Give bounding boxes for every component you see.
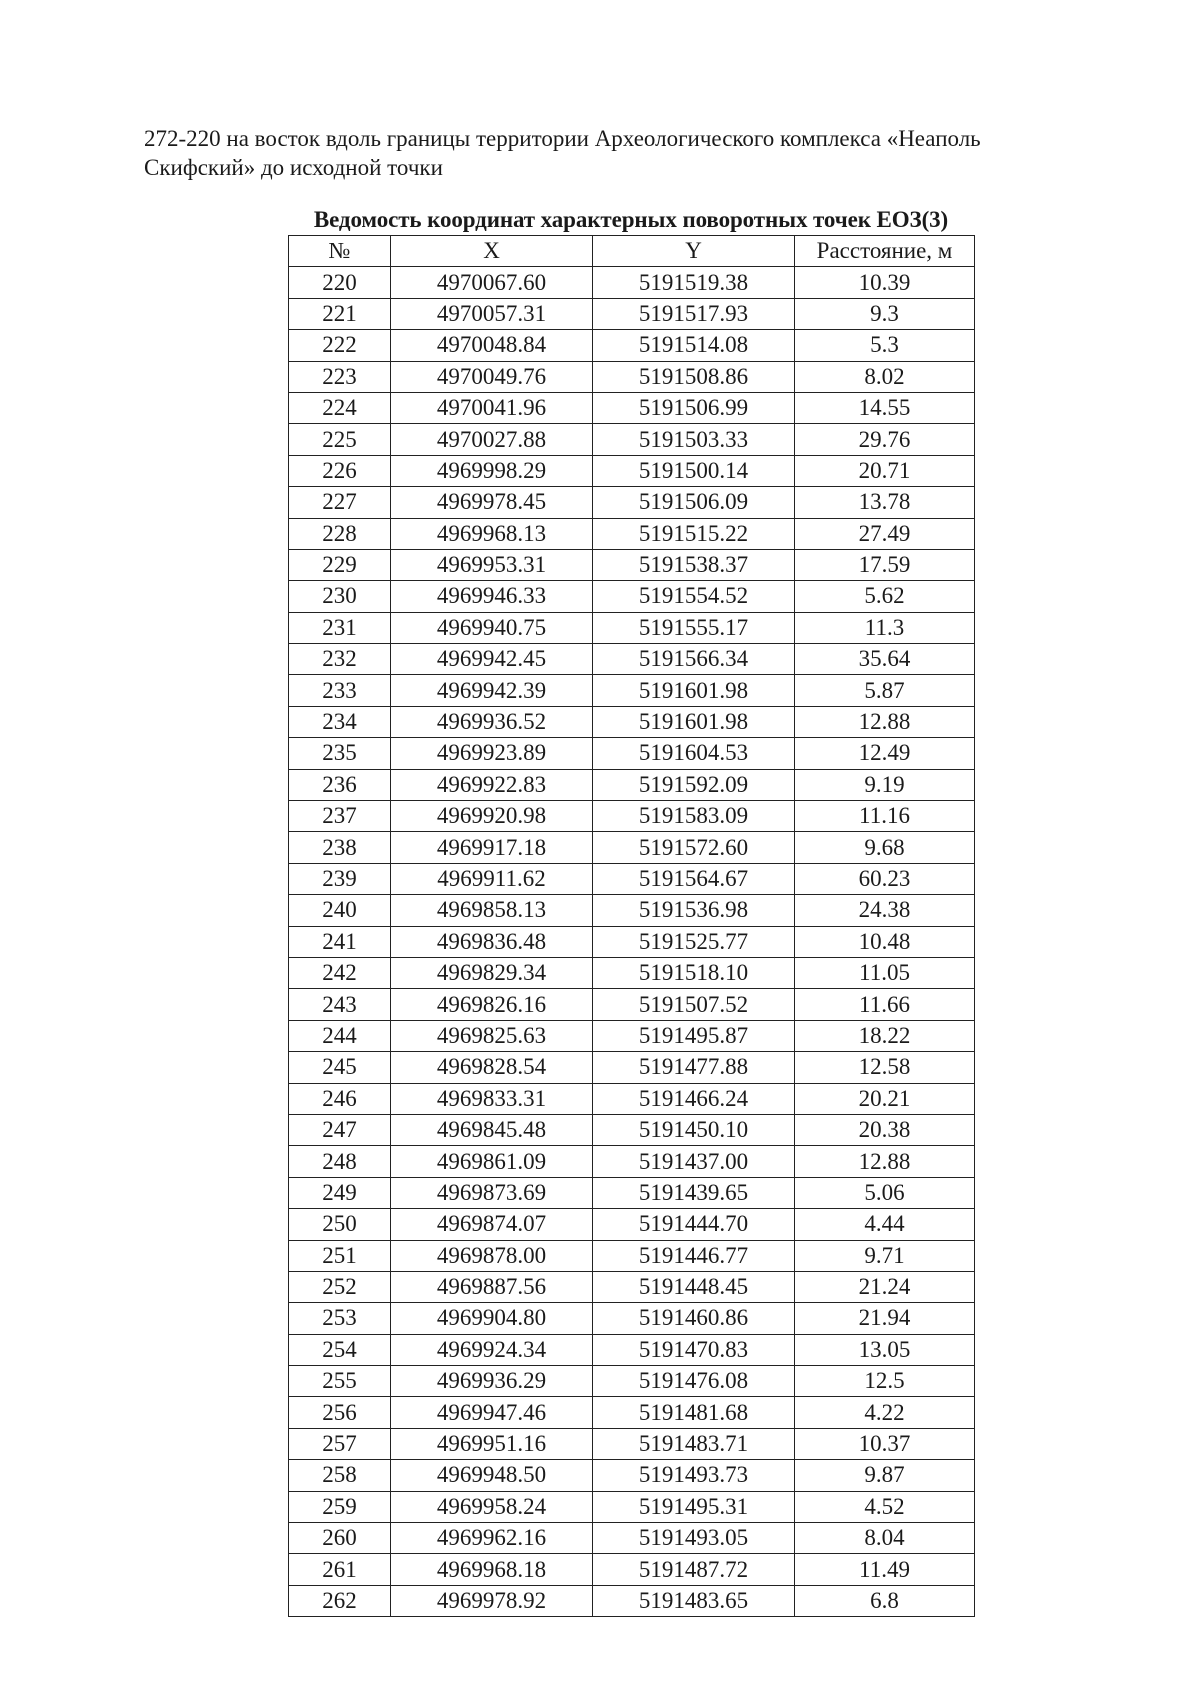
cell-distance: 5.62: [795, 581, 975, 612]
table-row: [289, 487, 975, 518]
header-number: №: [289, 236, 391, 267]
table-row: [289, 518, 975, 549]
cell-y: 5191508.86: [593, 361, 795, 392]
cell-number: 221: [289, 298, 391, 329]
table-row: [289, 1083, 975, 1114]
cell-distance: 13.78: [795, 487, 975, 518]
cell-number: 239: [289, 863, 391, 894]
table-row: [289, 361, 975, 392]
cell-y: 5191583.09: [593, 801, 795, 832]
cell-number: 226: [289, 455, 391, 486]
table-row: [289, 1334, 975, 1365]
cell-y: 5191481.68: [593, 1397, 795, 1428]
cell-distance: 12.88: [795, 1146, 975, 1177]
table-row: [289, 738, 975, 769]
cell-x: 4969958.24: [391, 1491, 593, 1522]
cell-number: 220: [289, 267, 391, 298]
table-row: [289, 1523, 975, 1554]
cell-x: 4969887.56: [391, 1271, 593, 1302]
cell-number: 240: [289, 895, 391, 926]
cell-number: 244: [289, 1020, 391, 1051]
cell-y: 5191601.98: [593, 706, 795, 737]
cell-y: 5191495.31: [593, 1491, 795, 1522]
cell-number: 262: [289, 1585, 391, 1616]
cell-y: 5191470.83: [593, 1334, 795, 1365]
cell-distance: 5.06: [795, 1177, 975, 1208]
cell-y: 5191518.10: [593, 957, 795, 988]
table-row: [289, 392, 975, 423]
cell-x: 4969922.83: [391, 769, 593, 800]
cell-y: 5191554.52: [593, 581, 795, 612]
cell-y: 5191466.24: [593, 1083, 795, 1114]
table-row: [289, 1397, 975, 1428]
cell-number: 233: [289, 675, 391, 706]
cell-distance: 4.22: [795, 1397, 975, 1428]
table-row: [289, 989, 975, 1020]
cell-x: 4970041.96: [391, 392, 593, 423]
cell-number: 234: [289, 706, 391, 737]
cell-x: 4969911.62: [391, 863, 593, 894]
table-row: [289, 1585, 975, 1616]
table-row: [289, 895, 975, 926]
table-row: [289, 1052, 975, 1083]
cell-y: 5191517.93: [593, 298, 795, 329]
cell-y: 5191439.65: [593, 1177, 795, 1208]
cell-x: 4969825.63: [391, 1020, 593, 1051]
cell-y: 5191450.10: [593, 1114, 795, 1145]
table-row: [289, 1240, 975, 1271]
cell-y: 5191604.53: [593, 738, 795, 769]
cell-number: 227: [289, 487, 391, 518]
cell-x: 4969948.50: [391, 1460, 593, 1491]
cell-y: 5191487.72: [593, 1554, 795, 1585]
cell-x: 4969998.29: [391, 455, 593, 486]
cell-y: 5191483.65: [593, 1585, 795, 1616]
cell-number: 245: [289, 1052, 391, 1083]
cell-x: 4969946.33: [391, 581, 593, 612]
cell-y: 5191495.87: [593, 1020, 795, 1051]
cell-number: 231: [289, 612, 391, 643]
table-row: [289, 1366, 975, 1397]
cell-y: 5191572.60: [593, 832, 795, 863]
cell-y: 5191514.08: [593, 330, 795, 361]
cell-x: 4969874.07: [391, 1209, 593, 1240]
table-row: [289, 957, 975, 988]
cell-x: 4969836.48: [391, 926, 593, 957]
table-row: [289, 769, 975, 800]
cell-number: 261: [289, 1554, 391, 1585]
header-distance: Расстояние, м: [795, 236, 975, 267]
cell-x: 4969978.92: [391, 1585, 593, 1616]
cell-number: 257: [289, 1428, 391, 1459]
cell-x: 4970067.60: [391, 267, 593, 298]
cell-number: 256: [289, 1397, 391, 1428]
cell-number: 253: [289, 1303, 391, 1334]
cell-distance: 60.23: [795, 863, 975, 894]
cell-number: 237: [289, 801, 391, 832]
cell-y: 5191555.17: [593, 612, 795, 643]
cell-number: 242: [289, 957, 391, 988]
cell-number: 255: [289, 1366, 391, 1397]
cell-number: 251: [289, 1240, 391, 1271]
cell-x: 4969942.45: [391, 644, 593, 675]
cell-distance: 9.71: [795, 1240, 975, 1271]
table-row: [289, 644, 975, 675]
cell-distance: 11.3: [795, 612, 975, 643]
header-y: Y: [593, 236, 795, 267]
cell-y: 5191444.70: [593, 1209, 795, 1240]
cell-distance: 5.87: [795, 675, 975, 706]
cell-distance: 4.44: [795, 1209, 975, 1240]
cell-number: 250: [289, 1209, 391, 1240]
cell-distance: 20.71: [795, 455, 975, 486]
cell-y: 5191437.00: [593, 1146, 795, 1177]
cell-x: 4969833.31: [391, 1083, 593, 1114]
cell-x: 4969861.09: [391, 1146, 593, 1177]
cell-distance: 18.22: [795, 1020, 975, 1051]
cell-y: 5191519.38: [593, 267, 795, 298]
cell-x: 4969845.48: [391, 1114, 593, 1145]
cell-x: 4969968.18: [391, 1554, 593, 1585]
table-row: [289, 863, 975, 894]
cell-number: 252: [289, 1271, 391, 1302]
cell-y: 5191460.86: [593, 1303, 795, 1334]
table-row: [289, 1491, 975, 1522]
cell-x: 4969936.52: [391, 706, 593, 737]
table-row: [289, 801, 975, 832]
cell-x: 4969829.34: [391, 957, 593, 988]
cell-x: 4969942.39: [391, 675, 593, 706]
cell-x: 4970049.76: [391, 361, 593, 392]
coordinates-table: [288, 235, 975, 1617]
cell-x: 4969917.18: [391, 832, 593, 863]
cell-number: 254: [289, 1334, 391, 1365]
cell-distance: 13.05: [795, 1334, 975, 1365]
cell-x: 4969924.34: [391, 1334, 593, 1365]
cell-y: 5191507.52: [593, 989, 795, 1020]
cell-number: 238: [289, 832, 391, 863]
cell-y: 5191446.77: [593, 1240, 795, 1271]
table-row: [289, 298, 975, 329]
cell-y: 5191506.09: [593, 487, 795, 518]
cell-distance: 10.48: [795, 926, 975, 957]
cell-y: 5191503.33: [593, 424, 795, 455]
table-row: [289, 1428, 975, 1459]
cell-number: 236: [289, 769, 391, 800]
table-row: [289, 675, 975, 706]
cell-distance: 5.3: [795, 330, 975, 361]
cell-number: 248: [289, 1146, 391, 1177]
cell-distance: 4.52: [795, 1491, 975, 1522]
cell-distance: 24.38: [795, 895, 975, 926]
table-row: [289, 926, 975, 957]
cell-y: 5191476.08: [593, 1366, 795, 1397]
table-row: [289, 1303, 975, 1334]
cell-x: 4970057.31: [391, 298, 593, 329]
cell-distance: 12.49: [795, 738, 975, 769]
table-row: [289, 1554, 975, 1585]
table-row: [289, 424, 975, 455]
cell-distance: 17.59: [795, 549, 975, 580]
cell-x: 4969873.69: [391, 1177, 593, 1208]
cell-distance: 9.68: [795, 832, 975, 863]
table-row: [289, 1020, 975, 1051]
cell-number: 230: [289, 581, 391, 612]
cell-x: 4969951.16: [391, 1428, 593, 1459]
cell-distance: 11.49: [795, 1554, 975, 1585]
cell-distance: 12.5: [795, 1366, 975, 1397]
cell-y: 5191477.88: [593, 1052, 795, 1083]
cell-distance: 20.38: [795, 1114, 975, 1145]
cell-distance: 9.87: [795, 1460, 975, 1491]
cell-y: 5191493.05: [593, 1523, 795, 1554]
table-row: [289, 455, 975, 486]
cell-distance: 21.94: [795, 1303, 975, 1334]
cell-x: 4969940.75: [391, 612, 593, 643]
cell-distance: 12.88: [795, 706, 975, 737]
table-row: [289, 1209, 975, 1240]
cell-number: 259: [289, 1491, 391, 1522]
cell-y: 5191566.34: [593, 644, 795, 675]
table-title: Ведомость координат характерных поворотных точек ЕОЗ(3): [313, 207, 949, 232]
cell-x: 4970027.88: [391, 424, 593, 455]
cell-distance: 9.3: [795, 298, 975, 329]
cell-number: 222: [289, 330, 391, 361]
cell-x: 4969904.80: [391, 1303, 593, 1334]
cell-y: 5191515.22: [593, 518, 795, 549]
cell-y: 5191536.98: [593, 895, 795, 926]
table-row: [289, 1114, 975, 1145]
intro-paragraph: 272-220 на восток вдоль границы территории Археологического комплекса «Неаполь Скифский» до исходной точки: [144, 126, 981, 180]
cell-x: 4969826.16: [391, 989, 593, 1020]
cell-x: 4969978.45: [391, 487, 593, 518]
cell-distance: 10.39: [795, 267, 975, 298]
cell-y: 5191483.71: [593, 1428, 795, 1459]
cell-x: 4969936.29: [391, 1366, 593, 1397]
cell-distance: 6.8: [795, 1585, 975, 1616]
cell-number: 223: [289, 361, 391, 392]
cell-number: 246: [289, 1083, 391, 1114]
cell-distance: 9.19: [795, 769, 975, 800]
cell-distance: 20.21: [795, 1083, 975, 1114]
cell-number: 241: [289, 926, 391, 957]
cell-y: 5191564.67: [593, 863, 795, 894]
cell-x: 4969962.16: [391, 1523, 593, 1554]
cell-distance: 35.64: [795, 644, 975, 675]
cell-number: 243: [289, 989, 391, 1020]
cell-x: 4969968.13: [391, 518, 593, 549]
table-header-row: [289, 236, 975, 267]
cell-distance: 11.66: [795, 989, 975, 1020]
header-x: X: [391, 236, 593, 267]
coordinates-table-block: [288, 207, 974, 1617]
cell-distance: 11.05: [795, 957, 975, 988]
cell-y: 5191506.99: [593, 392, 795, 423]
cell-distance: 21.24: [795, 1271, 975, 1302]
cell-x: 4969923.89: [391, 738, 593, 769]
cell-y: 5191493.73: [593, 1460, 795, 1491]
cell-number: 229: [289, 549, 391, 580]
cell-x: 4969828.54: [391, 1052, 593, 1083]
table-row: [289, 706, 975, 737]
table-row: [289, 581, 975, 612]
cell-distance: 11.16: [795, 801, 975, 832]
cell-y: 5191448.45: [593, 1271, 795, 1302]
cell-distance: 14.55: [795, 392, 975, 423]
table-row: [289, 612, 975, 643]
cell-distance: 27.49: [795, 518, 975, 549]
cell-x: 4970048.84: [391, 330, 593, 361]
cell-x: 4969953.31: [391, 549, 593, 580]
table-row: [289, 1460, 975, 1491]
cell-distance: 10.37: [795, 1428, 975, 1459]
cell-y: 5191538.37: [593, 549, 795, 580]
cell-number: 228: [289, 518, 391, 549]
cell-y: 5191601.98: [593, 675, 795, 706]
cell-y: 5191592.09: [593, 769, 795, 800]
table-body: [289, 267, 975, 1617]
cell-y: 5191500.14: [593, 455, 795, 486]
cell-distance: 12.58: [795, 1052, 975, 1083]
cell-number: 232: [289, 644, 391, 675]
cell-y: 5191525.77: [593, 926, 795, 957]
table-row: [289, 1146, 975, 1177]
cell-number: 260: [289, 1523, 391, 1554]
cell-distance: 8.04: [795, 1523, 975, 1554]
table-row: [289, 549, 975, 580]
cell-x: 4969878.00: [391, 1240, 593, 1271]
table-row: [289, 267, 975, 298]
table-row: [289, 330, 975, 361]
table-row: [289, 832, 975, 863]
cell-number: 258: [289, 1460, 391, 1491]
cell-x: 4969920.98: [391, 801, 593, 832]
cell-number: 225: [289, 424, 391, 455]
table-row: [289, 1271, 975, 1302]
cell-number: 249: [289, 1177, 391, 1208]
cell-number: 224: [289, 392, 391, 423]
table-row: [289, 1177, 975, 1208]
cell-distance: 8.02: [795, 361, 975, 392]
cell-x: 4969858.13: [391, 895, 593, 926]
cell-number: 247: [289, 1114, 391, 1145]
cell-x: 4969947.46: [391, 1397, 593, 1428]
cell-distance: 29.76: [795, 424, 975, 455]
cell-number: 235: [289, 738, 391, 769]
